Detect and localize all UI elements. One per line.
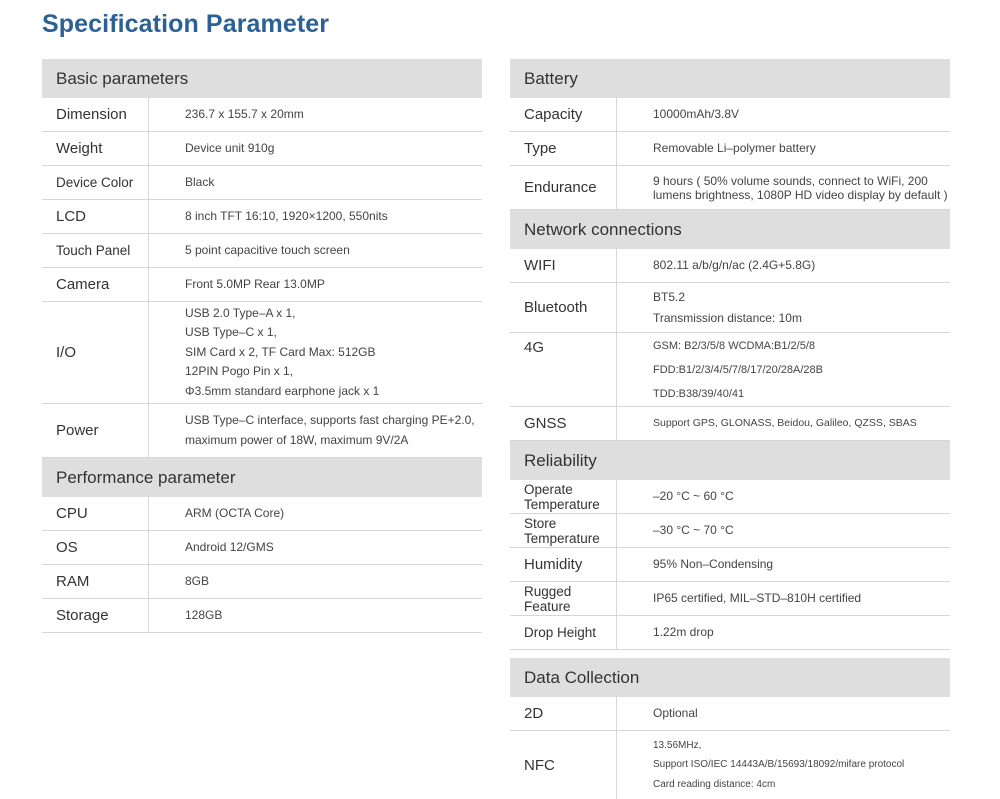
spec-label bbox=[510, 582, 617, 615]
section-data-collection: Data Collection bbox=[510, 658, 950, 697]
spec-value: Device unit 910g bbox=[185, 140, 275, 155]
spec-label: Endurance bbox=[510, 166, 617, 209]
section-reliability: Reliability bbox=[510, 441, 950, 480]
spec-row-power bbox=[42, 404, 482, 458]
spec-label bbox=[510, 514, 617, 547]
value-line: USB Type–C x 1, bbox=[185, 325, 277, 340]
spec-value: Support GPS, GLONASS, Beidou, Galileo, QZSS, SBAS bbox=[653, 416, 917, 429]
spec-label: 4G bbox=[510, 333, 617, 406]
spec-value: 236.7 x 155.7 x 20mm bbox=[185, 106, 304, 121]
spec-label: Camera bbox=[42, 268, 149, 301]
spec-value: –30 °C ~ 70 °C bbox=[653, 522, 734, 537]
value-line: 9 hours ( 50% volume sounds, connect to WiFi, 200 bbox=[653, 173, 928, 188]
spec-row-storage bbox=[42, 599, 482, 633]
spec-label: I/O bbox=[42, 302, 149, 403]
section-basic-parameters: Basic parameters bbox=[42, 59, 482, 98]
value-line: Card reading distance: 4cm bbox=[653, 778, 776, 790]
value-line: lumens brightness, 1080P HD video display by default ) bbox=[653, 187, 948, 202]
spec-row-gnss bbox=[510, 407, 950, 441]
value-line: 13.56MHz, bbox=[653, 739, 702, 751]
spec-row-dimension bbox=[42, 98, 482, 132]
spec-value: Black bbox=[185, 174, 215, 189]
spec-value: Android 12/GMS bbox=[185, 539, 274, 554]
spec-label bbox=[510, 480, 617, 513]
value-line: GSM: B2/3/5/8 WCDMA:B1/2/5/8 bbox=[653, 339, 816, 352]
spec-label: Touch Panel bbox=[42, 234, 149, 267]
spec-value bbox=[149, 302, 482, 403]
page-title: Specification Parameter bbox=[42, 10, 330, 38]
label-line: Feature bbox=[524, 598, 571, 614]
spec-row-lcd bbox=[42, 200, 482, 234]
value-line: BT5.2 bbox=[653, 289, 686, 304]
label-line: Temperature bbox=[524, 496, 600, 512]
spec-value: –20 °C ~ 60 °C bbox=[653, 488, 734, 503]
spec-value: ARM (OCTA Core) bbox=[185, 505, 285, 520]
spec-label: Drop Height bbox=[510, 616, 617, 649]
spec-value: 128GB bbox=[185, 607, 223, 622]
spec-value: Optional bbox=[653, 705, 698, 720]
spec-value bbox=[617, 731, 950, 799]
spec-value: 10000mAh/3.8V bbox=[653, 106, 740, 121]
spec-value: 8GB bbox=[185, 573, 210, 588]
label-line: Operate bbox=[524, 481, 573, 497]
value-line: FDD:B1/2/3/4/5/7/8/17/20/28A/28B bbox=[653, 363, 824, 376]
spec-label: LCD bbox=[42, 200, 149, 233]
spec-row-capacity bbox=[510, 98, 950, 132]
spec-label: WIFI bbox=[510, 249, 617, 282]
spec-row-ram bbox=[42, 565, 482, 599]
value-line: Support ISO/IEC 14443A/B/15693/18092/mifare protocol bbox=[653, 759, 905, 771]
spec-row-cpu bbox=[42, 497, 482, 531]
spec-row-drop-height bbox=[510, 616, 950, 650]
spec-row-io bbox=[42, 302, 482, 404]
spec-value: Removable Li–polymer battery bbox=[653, 140, 816, 155]
spec-row-camera bbox=[42, 268, 482, 302]
spec-row-endurance bbox=[510, 166, 950, 210]
spec-value: Front 5.0MP Rear 13.0MP bbox=[185, 276, 325, 291]
spec-value: IP65 certified, MIL–STD–810H certified bbox=[653, 590, 862, 605]
spec-row-wifi bbox=[510, 249, 950, 283]
value-line: SIM Card x 2, TF Card Max: 512GB bbox=[185, 344, 376, 359]
spec-row-store-temperature bbox=[510, 514, 950, 548]
section-battery: Battery bbox=[510, 59, 950, 98]
spec-value bbox=[617, 333, 950, 406]
spec-row-bluetooth bbox=[510, 283, 950, 333]
spec-row-touch-panel bbox=[42, 234, 482, 268]
spec-label: Storage bbox=[42, 599, 149, 632]
spec-label: OS bbox=[42, 531, 149, 564]
value-line: maximum power of 18W, maximum 9V/2A bbox=[185, 432, 409, 447]
label-line: Temperature bbox=[524, 530, 600, 546]
value-line: TDD:B38/39/40/41 bbox=[653, 387, 745, 400]
spec-label: NFC bbox=[510, 731, 617, 799]
label-line: Rugged bbox=[524, 583, 572, 599]
spec-row-operate-temperature bbox=[510, 480, 950, 514]
spec-value: 95% Non–Condensing bbox=[653, 556, 774, 571]
spec-label: Device Color bbox=[42, 166, 149, 199]
value-line: USB 2.0 Type–A x 1, bbox=[185, 305, 296, 320]
spec-row-4g bbox=[510, 333, 950, 407]
spec-label: Weight bbox=[42, 132, 149, 165]
value-line: Φ3.5mm standard earphone jack x 1 bbox=[185, 383, 380, 398]
spec-label: Humidity bbox=[510, 548, 617, 581]
spec-label: Dimension bbox=[42, 98, 149, 131]
spec-value bbox=[149, 404, 482, 457]
spec-label: GNSS bbox=[510, 407, 617, 440]
spec-label: 2D bbox=[510, 697, 617, 730]
spec-row-os bbox=[42, 531, 482, 565]
spec-row-humidity bbox=[510, 548, 950, 582]
value-line: USB Type–C interface, supports fast charging PE+2.0, bbox=[185, 413, 475, 427]
spec-row-type bbox=[510, 132, 950, 166]
spec-label: Bluetooth bbox=[510, 283, 617, 332]
left-column bbox=[42, 59, 482, 633]
spec-value: 1.22m drop bbox=[653, 624, 714, 639]
label-line: Store bbox=[524, 515, 557, 531]
spec-label: Type bbox=[510, 132, 617, 165]
spec-row-device-color bbox=[42, 166, 482, 200]
value-line: Transmission distance: 10m bbox=[653, 310, 802, 325]
spec-row-rugged-feature bbox=[510, 582, 950, 616]
section-performance-parameter: Performance parameter bbox=[42, 458, 482, 497]
right-column bbox=[510, 59, 950, 799]
section-network-connections: Network connections bbox=[510, 210, 950, 249]
spec-row-nfc bbox=[510, 731, 950, 799]
spec-value: 8 inch TFT 16:10, 1920×1200, 550nits bbox=[185, 208, 388, 223]
spec-label: Power bbox=[42, 404, 149, 457]
spec-value bbox=[617, 166, 950, 209]
spec-value: 802.11 a/b/g/n/ac (2.4G+5.8G) bbox=[653, 257, 816, 272]
spec-label: RAM bbox=[42, 565, 149, 598]
spec-label: CPU bbox=[42, 497, 149, 530]
spec-value: 5 point capacitive touch screen bbox=[185, 242, 350, 257]
spec-row-weight bbox=[42, 132, 482, 166]
value-line: 12PIN Pogo Pin x 1, bbox=[185, 364, 294, 379]
spec-row-2d bbox=[510, 697, 950, 731]
spec-label: Capacity bbox=[510, 98, 617, 131]
spec-value bbox=[617, 283, 950, 332]
